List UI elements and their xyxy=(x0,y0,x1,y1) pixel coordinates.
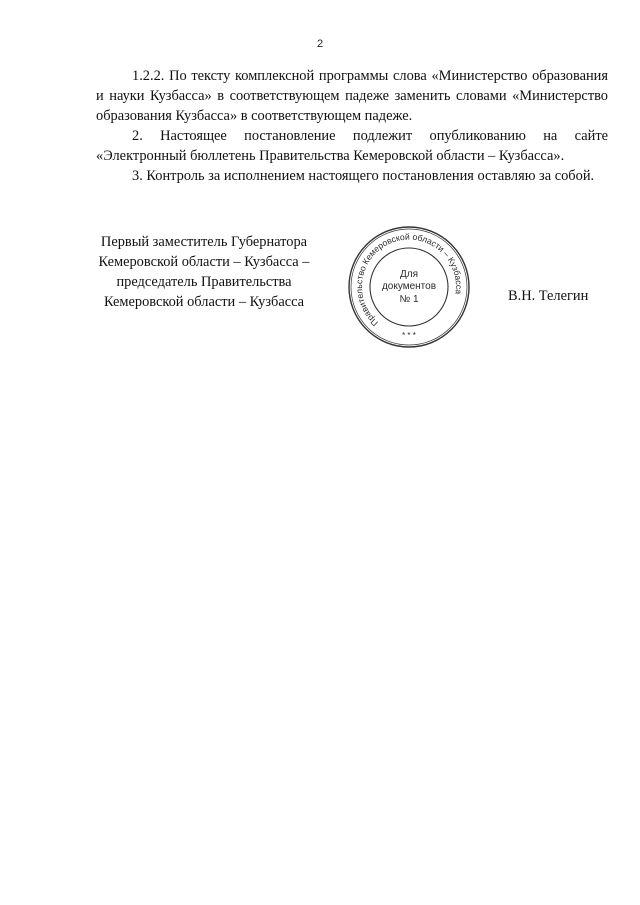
signer-position-line: Кемеровской области – Кузбасса – xyxy=(98,254,310,270)
seal-center-line: документов xyxy=(381,281,437,292)
signer-position-line: председатель Правительства xyxy=(116,274,292,290)
signer-name: В.Н. Телегин xyxy=(508,288,589,304)
document-body xyxy=(96,66,608,186)
seal-center-line: № 1 xyxy=(399,294,419,305)
official-seal xyxy=(347,225,471,349)
seal-center-line: Для xyxy=(399,269,419,280)
seal-ring-text: Правительство Кемеровской области – Кузбасса xyxy=(353,231,464,329)
signer-position xyxy=(86,232,322,312)
signer-position-line: Первый заместитель Губернатора xyxy=(100,234,308,250)
signer-position-line: Кемеровской области – Кузбасса xyxy=(103,294,305,310)
paragraph-1-2-2: 1.2.2. По тексту комплексной программы слова «Министерство образования и науки Кузбасса» в соответствующем падеже заменить словами «Министерство образования Кузбасса» в соответствующем падеже. xyxy=(96,68,608,124)
page-number: 2 xyxy=(316,38,324,50)
paragraph-2: 2. Настоящее постановление подлежит опубликованию на сайте «Электронный бюллетень Правительства Кемеровской области – Кузбасса». xyxy=(96,128,608,164)
seal-stars: * * * xyxy=(402,331,416,340)
paragraph-3: 3. Контроль за исполнением настоящего постановления оставляю за собой. xyxy=(132,168,595,184)
